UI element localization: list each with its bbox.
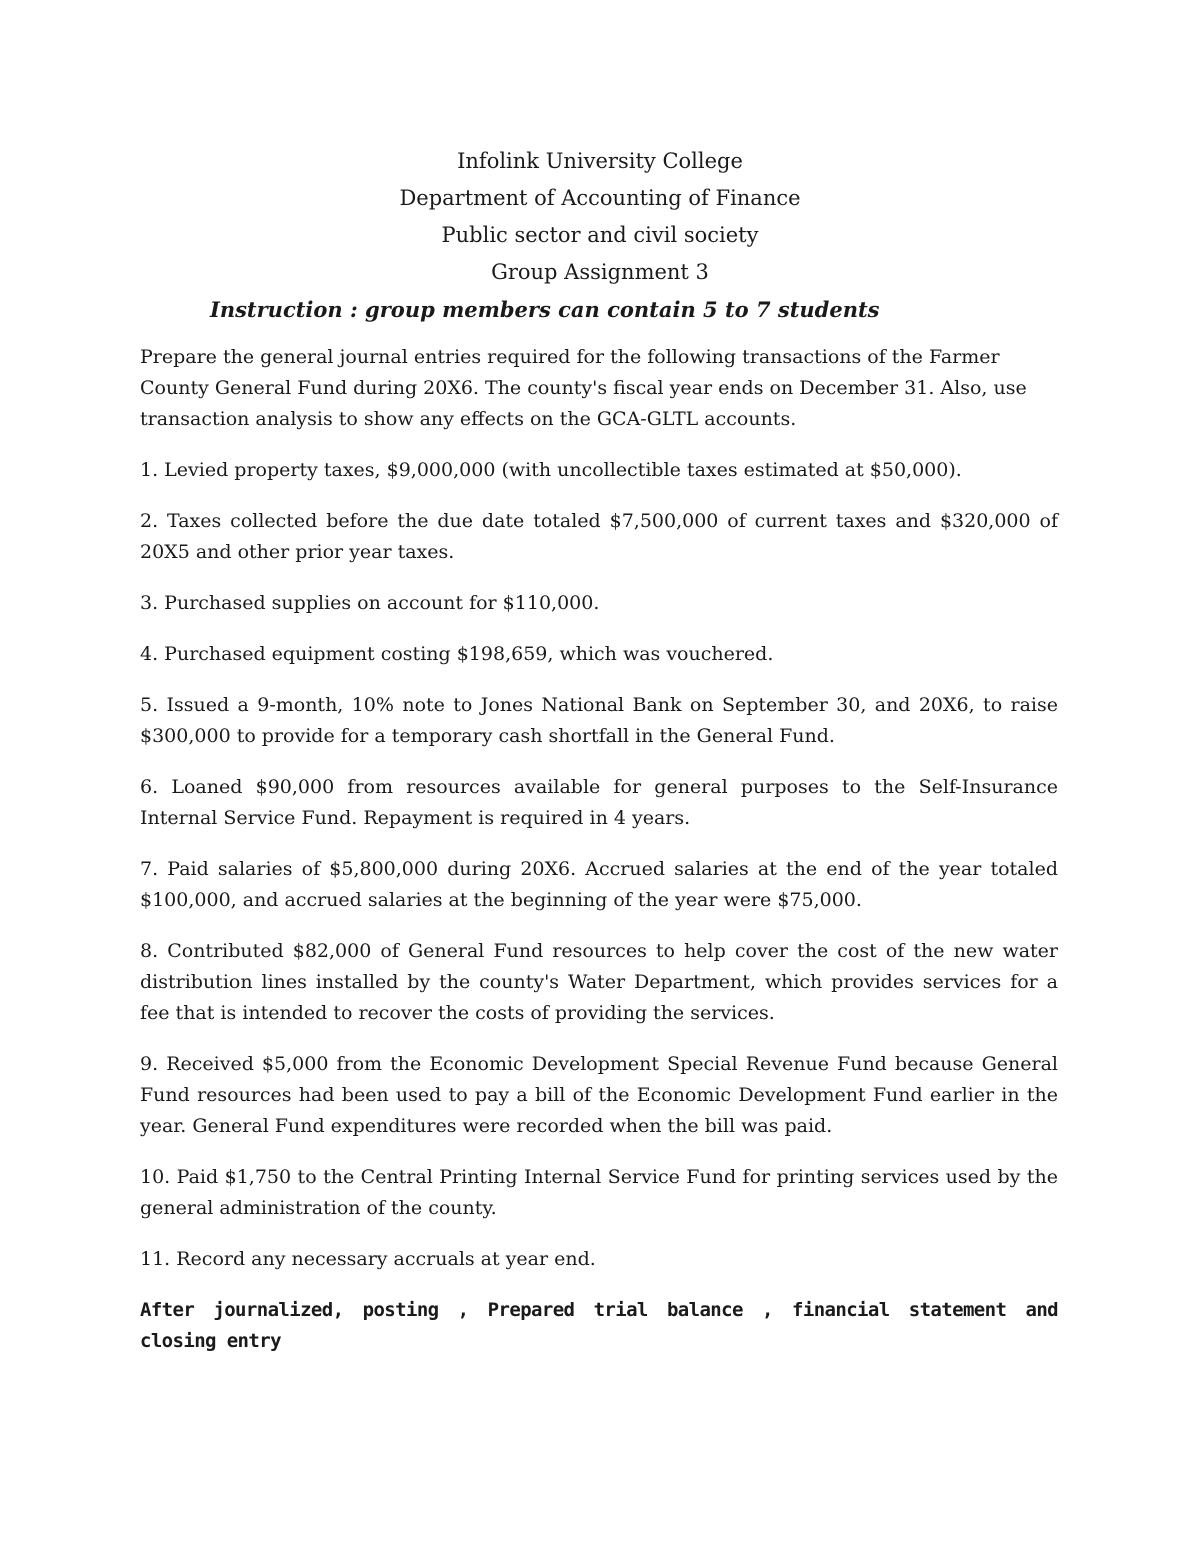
transaction-item: 5. Issued a 9-month, 10% note to Jones National Bank on September 30, and 20X6, to raise $300,000 to provide for a temporary cash shortfall in the General Fund. xyxy=(140,694,1058,747)
transaction-item: 1. Levied property taxes, $9,000,000 (with uncollectible taxes estimated at $50,000). xyxy=(140,459,962,481)
transaction-item: 8. Contributed $82,000 of General Fund resources to help cover the cost of the new water distribution lines installed by the county's Water Department, which provides services for a fee that is intended to recover the costs of providing the services. xyxy=(140,940,1058,1024)
intro-paragraph: Prepare the general journal entries required for the following transactions of the Farmer County General Fund during 20X6. The county's fiscal year ends on December 31. Also, use transaction analysis to show any effects on the GCA-GLTL accounts. xyxy=(140,346,1027,430)
course-name: Public sector and civil society xyxy=(441,223,759,247)
transaction-item: 6. Loaned $90,000 from resources available for general purposes to the Self-Insurance Internal Service Fund. Repayment is required in 4 years. xyxy=(140,776,1058,829)
closing-instruction: After journalized, posting , Prepared trial balance , financial statement and closing entry xyxy=(140,1299,1058,1352)
transaction-item: 10. Paid $1,750 to the Central Printing Internal Service Fund for printing services used by the general administration of the county. xyxy=(140,1166,1058,1219)
transaction-item: 7. Paid salaries of $5,800,000 during 20X6. Accrued salaries at the end of the year totaled $100,000, and accrued salaries at the beginning of the year were $75,000. xyxy=(140,858,1058,911)
transaction-item: 3. Purchased supplies on account for $110,000. xyxy=(140,592,600,614)
transaction-item: 9. Received $5,000 from the Economic Development Special Revenue Fund because General Fund resources had been used to pay a bill of the Economic Development Fund earlier in the year. General Fund expenditures were recorded when the bill was paid. xyxy=(140,1053,1058,1137)
document-body xyxy=(140,342,1058,1377)
transaction-item: 4. Purchased equipment costing $198,659, which was vouchered. xyxy=(140,643,774,665)
assignment-title: Group Assignment 3 xyxy=(491,260,709,284)
department-name: Department of Accounting of Finance xyxy=(399,186,801,210)
transaction-item: 11. Record any necessary accruals at year end. xyxy=(140,1248,596,1270)
institution-name: Infolink University College xyxy=(457,149,743,173)
document-header xyxy=(0,143,1200,328)
instruction-line: Instruction : group members can contain 5 to 7 students xyxy=(210,297,880,322)
transaction-item: 2. Taxes collected before the due date totaled $7,500,000 of current taxes and $320,000 of 20X5 and other prior year taxes. xyxy=(140,510,1058,563)
